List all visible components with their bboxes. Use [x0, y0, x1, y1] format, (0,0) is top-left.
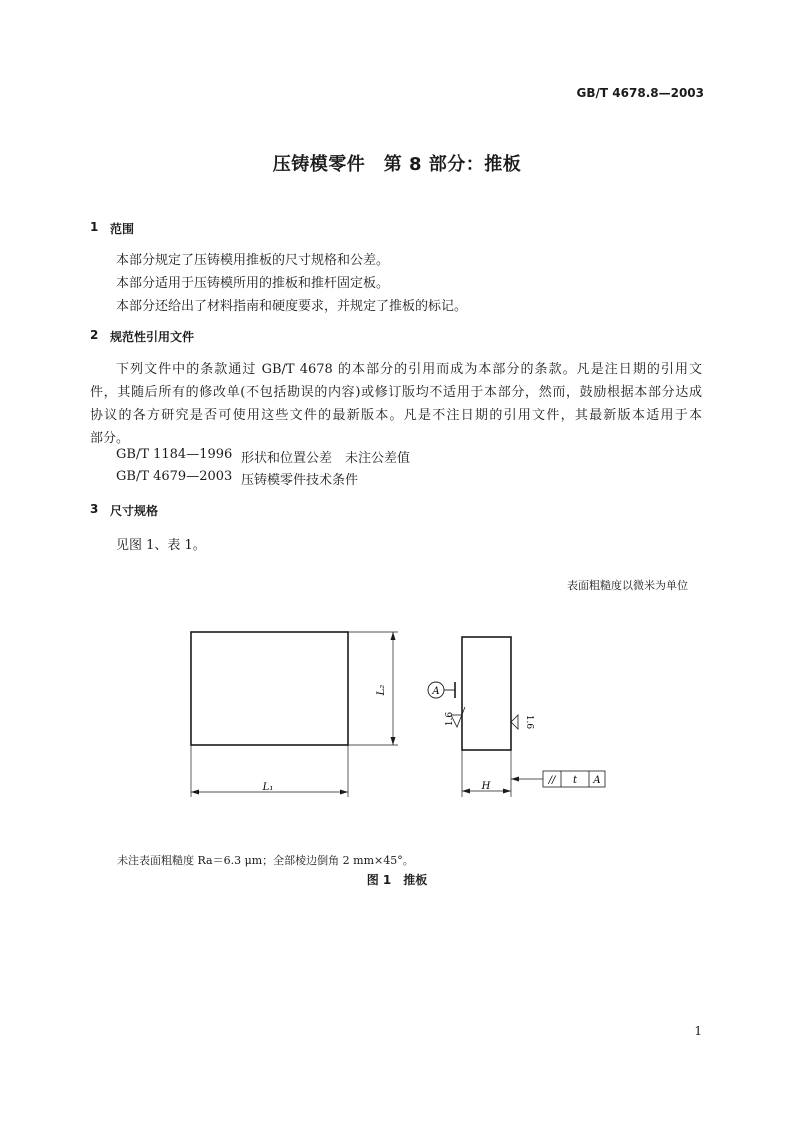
section-1-paragraph-1: 本部分规定了压铸模用推板的尺寸规格和公差。 [116, 253, 390, 268]
parallelism-icon: // [548, 775, 556, 786]
section-3-heading: 尺寸规格 [110, 504, 159, 518]
section-1-number: 1 [90, 220, 99, 234]
section-2-intro-line-3: 协议的各方研究是否可使用这些文件的最新版本。凡是不注日期的引用文件，其最新版本适用于本 [90, 408, 702, 423]
h-arrow-right [503, 789, 511, 794]
l1-arrow-right [340, 790, 348, 795]
l2-label: L₂ [376, 684, 387, 696]
roughness-symbol-right [511, 715, 518, 729]
reference-2-title: 压铸模零件技术条件 [241, 473, 359, 488]
roughness-left-value: 1.6 [445, 711, 455, 727]
section-1-paragraph-2: 本部分适用于压铸模所用的推板和推杆固定板。 [116, 276, 390, 291]
section-1-heading: 范围 [110, 222, 135, 236]
standard-code: GB/T 4678.8—2003 [576, 86, 704, 100]
tolerance-leader-arrow [511, 777, 519, 782]
tolerance-datum: A [593, 775, 601, 786]
section-3-paragraph-1: 见图 1、表 1。 [116, 538, 206, 553]
page-number: 1 [694, 1024, 702, 1038]
figure-note: 未注表面粗糙度 Ra＝6.3 μm；全部棱边倒角 2 mm×45°。 [117, 854, 414, 867]
l2-arrow-bottom [391, 737, 396, 745]
reference-2-code: GB/T 4679—2003 [116, 469, 233, 484]
section-2-intro-line-2: 件，其随后所有的修改单(不包括勘误的内容)或修订版均不适用于本部分，然而，鼓励根据本部分达成 [90, 385, 702, 400]
section-2-intro-line-4: 部分。 [90, 431, 130, 446]
roughness-right-value: 1.6 [524, 714, 534, 730]
datum-label: A [432, 686, 440, 697]
section-2-intro-line-1: 下列文件中的条款通过 GB/T 4678 的本部分的引用而成为本部分的条款。凡是注日期的引用文 [116, 362, 702, 377]
h-arrow-left [462, 789, 470, 794]
tolerance-value: t [572, 775, 578, 786]
h-label: H [481, 781, 491, 792]
reference-1-code: GB/T 1184—1996 [116, 447, 233, 462]
front-view-outline [191, 632, 348, 745]
l2-arrow-top [391, 632, 396, 640]
section-3-number: 3 [90, 502, 99, 516]
figure-units-note: 表面粗糙度以微米为单位 [567, 579, 688, 592]
l1-arrow-left [191, 790, 199, 795]
side-view-outline [462, 637, 511, 750]
reference-1-title: 形状和位置公差 未注公差值 [241, 451, 411, 466]
figure-caption: 图 1 推板 [366, 873, 428, 887]
l1-label: L₁ [262, 782, 274, 793]
document-title: 压铸模零件 第 8 部分：推板 [272, 154, 522, 175]
section-2-number: 2 [90, 328, 99, 342]
section-2-heading: 规范性引用文件 [110, 330, 195, 344]
section-1-paragraph-3: 本部分还给出了材料指南和硬度要求，并规定了推板的标记。 [116, 299, 468, 314]
